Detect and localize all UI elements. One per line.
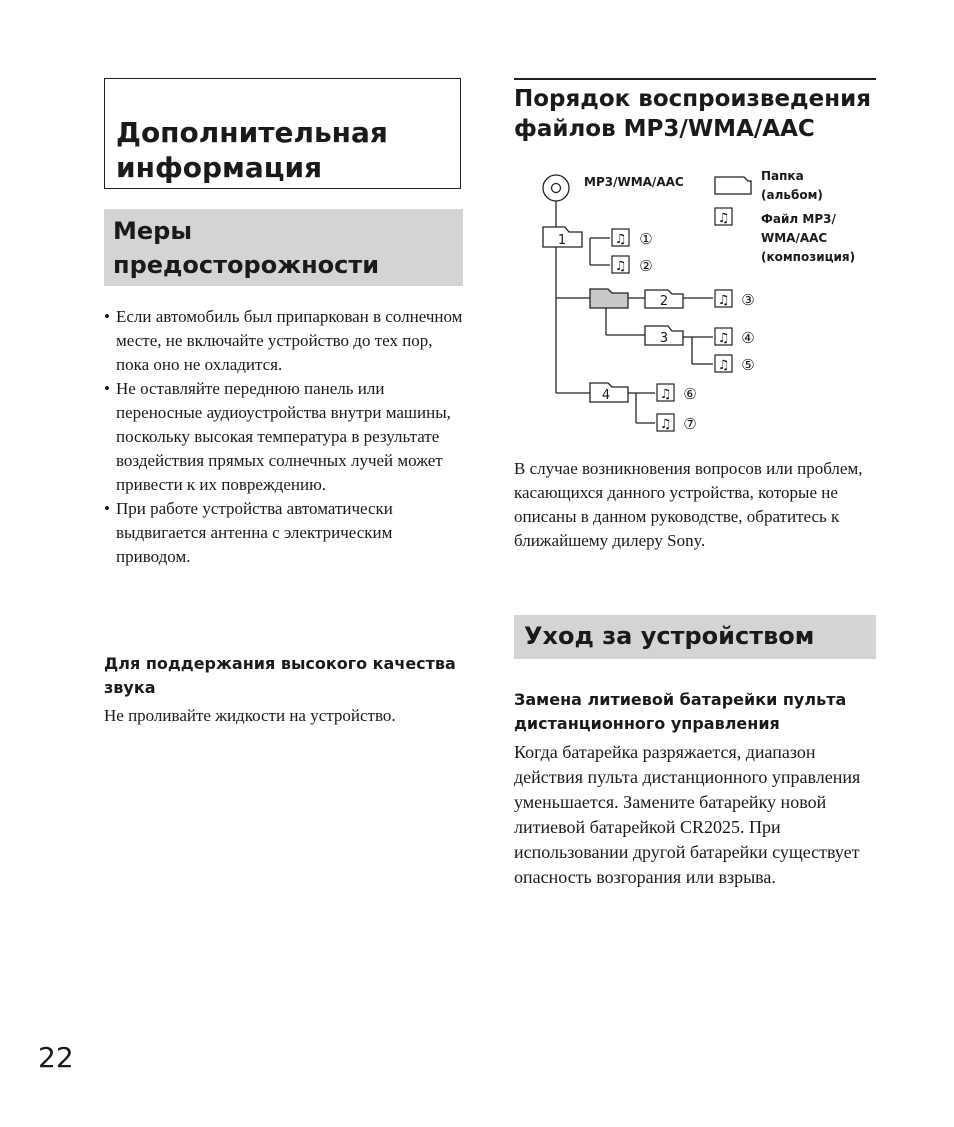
battery-text: Когда батарейка разряжается, диапазон действия пульта дистанционного управления уменьшается. Замените батарейку новой литиевой батарейкой CR2025. При использовании другой батарейки существует опасность возгорания или взрыва.: [514, 742, 861, 887]
main-title-box: [104, 78, 461, 189]
disc-icon: [543, 175, 569, 201]
music-note-icon: ♫: [717, 331, 730, 346]
playback-order-title-wrap: [514, 84, 876, 144]
legend-file-label-line3: (композиция): [761, 250, 856, 264]
precaution-item-2: • Не оставляйте переднюю панель или переносные аудиоустройства внутри машины, поскольку высокая температура в результате воздействия прямых солнечных лучей может привести к их повреждению.: [104, 377, 464, 497]
track-order-5: ⑤: [741, 356, 755, 374]
track-order-1: ①: [639, 230, 653, 248]
track-order-2: ②: [639, 257, 653, 275]
legend-folder-label-line2: (альбом): [761, 188, 823, 202]
sound-quality-heading-wrap: [104, 652, 469, 700]
precaution-item-3: • При работе устройства автоматически выдвигается антенна с электрическим приводом.: [104, 497, 464, 569]
legend-folder-icon: [715, 177, 751, 194]
disc-icon-center: [552, 184, 561, 193]
track-order-3: ③: [741, 291, 755, 309]
main-title: [116, 115, 388, 185]
music-note-icon: ♫: [659, 387, 672, 402]
contact-dealer-text: В случае возникновения вопросов или проблем, касающихся данного устройства, которые не описаны в данном руководстве, обратитесь к ближайшему дилеру Sony.: [514, 459, 863, 550]
playback-order-title-line2: файлов MP3/WMA/AAC: [514, 116, 815, 142]
music-note-icon: ♫: [614, 232, 627, 247]
battery-heading: Замена литиевой батарейки пульта дистанционного управления: [514, 690, 847, 733]
care-title: Уход за устройством: [524, 622, 815, 650]
folder-2-label: 2: [659, 294, 669, 309]
contact-dealer-text-wrap: [514, 457, 879, 553]
track-order-7: ⑦: [683, 415, 697, 433]
folder-selected-icon: [590, 289, 628, 308]
main-title-line1: Дополнительная: [116, 116, 388, 149]
track-order-6: ⑥: [683, 385, 697, 403]
sound-quality-text-wrap: [104, 704, 464, 728]
music-note-icon: ♫: [717, 358, 730, 373]
folder-3-label: 3: [659, 331, 669, 346]
main-title-line2: информация: [116, 151, 323, 184]
precautions-list: [104, 305, 464, 569]
music-note-icon: ♫: [717, 293, 730, 308]
precautions-title-line1: Меры: [113, 217, 193, 245]
playback-order-title: [514, 84, 876, 144]
playback-order-diagram: [540, 165, 880, 445]
playback-order-title-line1: Порядок воспроизведения: [514, 86, 872, 112]
sound-quality-heading: Для поддержания высокого качества звука: [104, 654, 456, 697]
legend-file-label-line2: WMA/AAC: [761, 231, 828, 245]
section-rule: [514, 78, 876, 80]
folder-4-label: 4: [601, 388, 611, 403]
disc-label: MP3/WMA/AAC: [584, 175, 684, 189]
precautions-header: [104, 209, 463, 286]
care-header: [514, 615, 876, 659]
page-number: 22: [38, 1041, 74, 1074]
legend-file-label-line1: Файл MP3/: [761, 212, 836, 226]
folder-1-label: 1: [557, 233, 567, 248]
battery-heading-wrap: [514, 688, 876, 736]
music-note-icon: ♫: [717, 211, 730, 226]
legend-folder-label-line1: Папка: [761, 169, 804, 183]
precautions-title-line2: предосторожности: [113, 251, 380, 279]
track-order-4: ④: [741, 329, 755, 347]
music-note-icon: ♫: [659, 417, 672, 432]
precaution-item-1: • Если автомобиль был припаркован в солнечном месте, не включайте устройство до тех пор, пока оно не охладится.: [104, 305, 464, 377]
music-note-icon: ♫: [614, 259, 627, 274]
sound-quality-text: Не проливайте жидкости на устройство.: [104, 706, 396, 725]
precautions-title: [113, 214, 379, 282]
battery-text-wrap: [514, 740, 879, 890]
